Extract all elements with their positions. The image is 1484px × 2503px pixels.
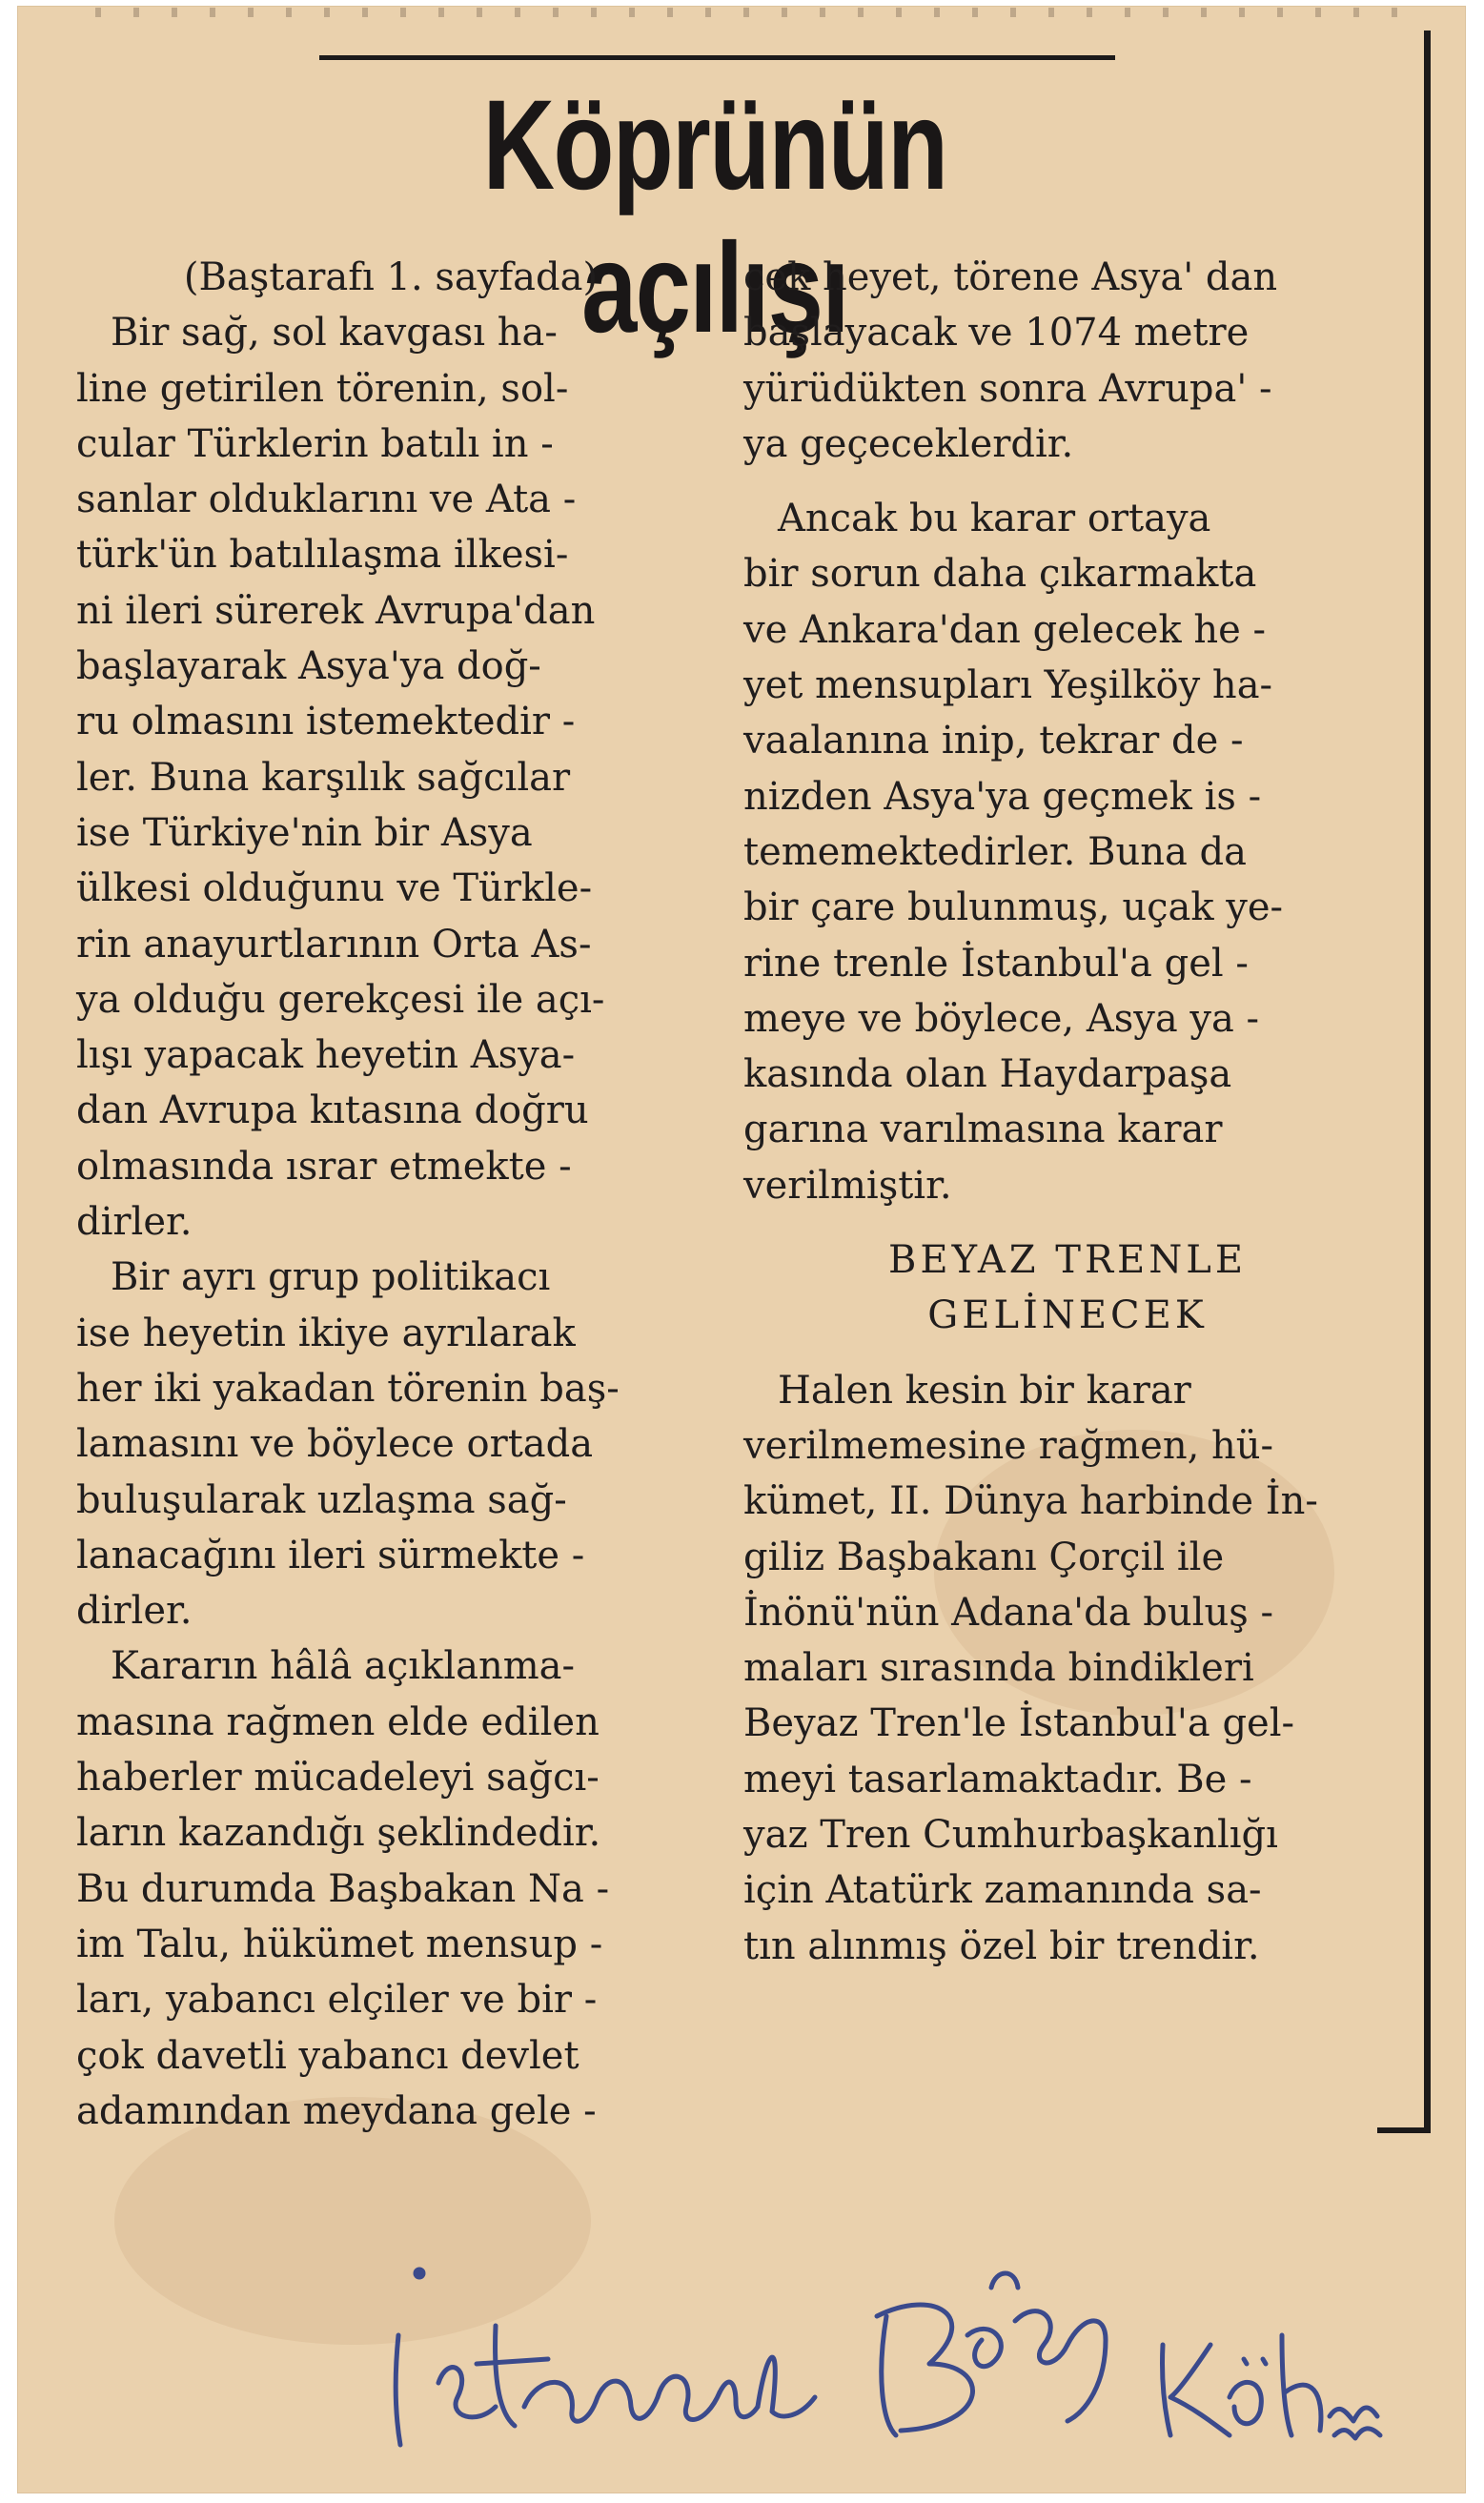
text-line: rin anayurtlarının Orta As- bbox=[76, 922, 592, 967]
text-line: buluşularak uzlaşma sağ- bbox=[76, 1477, 567, 1522]
text-line: İnönü'nün Adana'da buluş - bbox=[743, 1590, 1273, 1635]
text-line: ise Türkiye'nin bir Asya bbox=[76, 810, 533, 855]
torn-top-edge bbox=[95, 8, 1411, 17]
text-line: Ancak bu karar ortaya bbox=[778, 497, 1211, 541]
text-line: ler. Buna karşılık sağcılar bbox=[76, 755, 571, 800]
text-line: maları sırasında bindikleri bbox=[743, 1646, 1254, 1691]
text-line: ları, yabancı elçiler ve bir - bbox=[76, 1978, 598, 2023]
title-rule bbox=[319, 55, 1115, 60]
text-line: dirler. bbox=[76, 1589, 193, 1634]
text-line: ya olduğu gerekçesi ile açı- bbox=[76, 977, 605, 1022]
text-line: tın alınmış özel bir trendir. bbox=[743, 1923, 1260, 1968]
text-line: kümet, II. Dünya harbinde İn- bbox=[743, 1479, 1318, 1524]
text-line: bir sorun daha çıkarmakta bbox=[743, 552, 1257, 597]
subheading-line: BEYAZ TRENLE bbox=[887, 1238, 1248, 1283]
text-line: türk'ün batılılaşma ilkesi- bbox=[76, 533, 569, 578]
text-line: bir çare bulunmuş, uçak ye- bbox=[743, 885, 1284, 930]
paragraph-gap bbox=[743, 472, 1392, 491]
text-line: ru olmasını istemektedir - bbox=[76, 700, 576, 744]
text-line: olmasında ısrar etmekte - bbox=[76, 1144, 572, 1189]
text-line: cular Türklerin batılı in - bbox=[76, 421, 554, 466]
handwriting-drawing bbox=[381, 2230, 1392, 2459]
text-line: yaz Tren Cumhurbaşkanlığı bbox=[743, 1813, 1278, 1858]
text-line: nizden Asya'ya geçmek is - bbox=[743, 774, 1262, 819]
text-line: başlayacak ve 1074 metre bbox=[743, 311, 1250, 356]
text-line: dirler. bbox=[76, 1200, 193, 1245]
left-column bbox=[76, 250, 705, 2139]
text-line: tememektedirler. Buna da bbox=[743, 829, 1248, 874]
column-rule-right bbox=[1424, 31, 1431, 2132]
paragraph-gap bbox=[743, 1344, 1392, 1363]
text-line: lamasını ve böylece ortada bbox=[76, 1422, 594, 1467]
text-line: im Talu, hükümet mensup - bbox=[76, 1922, 603, 1966]
subheading-line: GELİNECEK bbox=[927, 1293, 1208, 1338]
text-line: verilmiştir. bbox=[743, 1163, 952, 1208]
text-line: Bir sağ, sol kavgası ha- bbox=[111, 311, 558, 356]
text-line: Beyaz Tren'le İstanbul'a gel- bbox=[743, 1701, 1295, 1746]
text-line: lışı yapacak heyetin Asya- bbox=[76, 1033, 576, 1078]
text-line: yet mensupları Yeşilköy ha- bbox=[743, 663, 1273, 708]
text-line: lanacağını ileri sürmekte - bbox=[76, 1533, 585, 1577]
text-line: meyi tasarlamaktadır. Be - bbox=[743, 1757, 1252, 1801]
text-line: ni ileri sürerek Avrupa'dan bbox=[76, 588, 596, 633]
text-line: dan Avrupa kıtasına doğru bbox=[76, 1089, 589, 1133]
text-line: çok davetli yabancı devlet bbox=[76, 2033, 579, 2078]
text-line: her iki yakadan törenin baş- bbox=[76, 1366, 620, 1411]
text-line: meye ve böylece, Asya ya - bbox=[743, 996, 1260, 1041]
text-line: masına rağmen elde edilen bbox=[76, 1699, 600, 1744]
text-line: line getirilen törenin, sol- bbox=[76, 366, 569, 411]
text-line: yürüdükten sonra Avrupa' - bbox=[743, 366, 1272, 411]
text-line: verilmemesine rağmen, hü- bbox=[743, 1423, 1274, 1468]
text-line: ise heyetin ikiye ayrılarak bbox=[76, 1311, 576, 1355]
text-line: Kararın hâlâ açıklanma- bbox=[111, 1644, 576, 1689]
text-line: kasında olan Haydarpaşa bbox=[743, 1052, 1232, 1097]
continuation-note: (Baştarafı 1. sayfada) bbox=[183, 255, 599, 299]
text-line: başlayarak Asya'ya doğ- bbox=[76, 644, 541, 689]
text-line: adamından meydana gele - bbox=[76, 2088, 597, 2133]
text-line: Bir ayrı grup politikacı bbox=[111, 1255, 551, 1300]
paragraph-gap bbox=[743, 1213, 1392, 1232]
text-line: ya geçeceklerdir. bbox=[743, 421, 1074, 466]
text-line: ülkesi olduğunu ve Türkle- bbox=[76, 866, 593, 911]
column-rule-bottom bbox=[1377, 2127, 1431, 2133]
text-line: için Atatürk zamanında sa- bbox=[743, 1868, 1262, 1913]
text-line: haberler mücadeleyi sağcı- bbox=[76, 1756, 600, 1801]
text-line: vaalanına inip, tekrar de - bbox=[743, 719, 1244, 763]
text-line: sanlar olduklarını ve Ata - bbox=[76, 478, 577, 522]
text-line: Halen kesin bir karar bbox=[778, 1368, 1191, 1413]
text-line: Bu durumda Başbakan Na - bbox=[76, 1866, 610, 1911]
right-column bbox=[743, 250, 1392, 1974]
article-title: Köprünün açılışı bbox=[482, 74, 947, 359]
text-line: garına varılmasına karar bbox=[743, 1108, 1223, 1152]
handwritten-note bbox=[381, 2230, 1392, 2459]
text-line: giliz Başbakanı Çorçil ile bbox=[743, 1535, 1225, 1579]
text-line: cek heyet, törene Asya' dan bbox=[743, 255, 1278, 299]
text-line: ve Ankara'dan gelecek he - bbox=[743, 607, 1267, 652]
text-line: rine trenle İstanbul'a gel - bbox=[743, 941, 1249, 986]
text-line: ların kazandığı şeklindedir. bbox=[76, 1811, 601, 1856]
